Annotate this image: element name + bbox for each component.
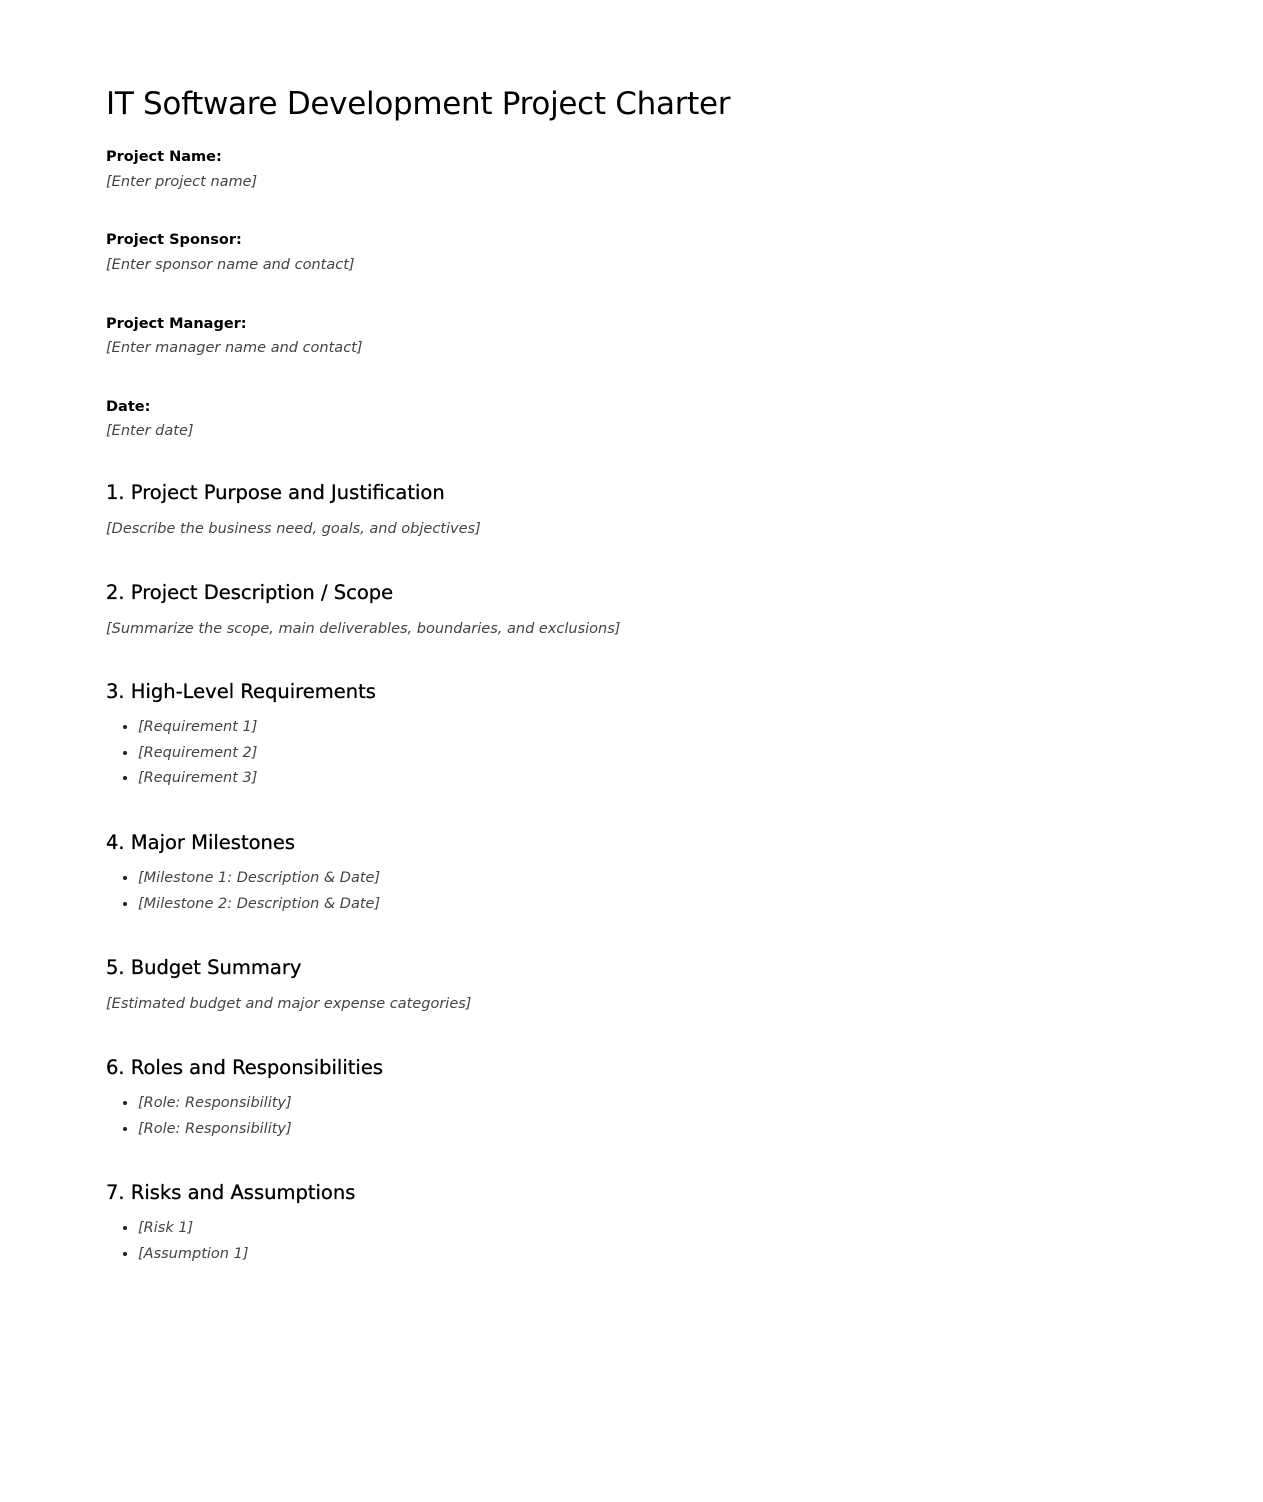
section-text[interactable]: [Estimated budget and major expense categories] xyxy=(106,996,472,1012)
field-label: Project Sponsor: xyxy=(106,232,242,248)
section-text[interactable]: [Describe the business need, goals, and objectives] xyxy=(106,521,481,537)
list-item[interactable]: • [Assumption 1] xyxy=(138,1242,355,1268)
list-item[interactable]: • [Requirement 3] xyxy=(138,766,376,792)
field-label: Project Name: xyxy=(106,149,222,165)
document-title: IT Software Development Project Charter xyxy=(106,86,731,122)
list-item[interactable]: • [Role: Responsibility] xyxy=(138,1117,383,1143)
field-date xyxy=(106,397,194,442)
list-item[interactable]: • [Role: Responsibility] xyxy=(138,1091,383,1117)
milestones-list xyxy=(106,866,380,917)
list-item[interactable]: • [Requirement 2] xyxy=(138,741,376,767)
field-label: Date: xyxy=(106,399,151,415)
field-project-manager xyxy=(106,314,363,359)
section-text[interactable]: [Summarize the scope, main deliverables, boundaries, and exclusions] xyxy=(106,621,621,637)
section-heading: 3. High-Level Requirements xyxy=(106,680,376,703)
section-heading: 2. Project Description / Scope xyxy=(106,581,394,604)
field-project-name xyxy=(106,147,257,193)
risks-list xyxy=(106,1216,355,1267)
field-placeholder[interactable]: [Enter manager name and contact] xyxy=(106,340,363,356)
list-item[interactable]: • [Risk 1] xyxy=(138,1216,355,1242)
section-budget xyxy=(106,955,471,1015)
list-item[interactable]: • [Milestone 1: Description & Date] xyxy=(138,866,380,892)
section-heading: 6. Roles and Responsibilities xyxy=(106,1056,383,1079)
field-placeholder[interactable]: [Enter project name] xyxy=(106,174,258,190)
roles-list xyxy=(106,1091,383,1142)
section-milestones xyxy=(106,830,380,917)
list-item[interactable]: • [Requirement 1] xyxy=(138,715,376,741)
field-placeholder[interactable]: [Enter sponsor name and contact] xyxy=(106,257,355,273)
section-roles xyxy=(106,1055,383,1142)
field-placeholder[interactable]: [Enter date] xyxy=(106,423,194,439)
section-heading: 1. Project Purpose and Justification xyxy=(106,481,445,504)
section-heading: 5. Budget Summary xyxy=(106,956,302,979)
requirements-list xyxy=(106,715,376,792)
list-item[interactable]: • [Milestone 2: Description & Date] xyxy=(138,892,380,918)
field-project-sponsor xyxy=(106,230,355,276)
section-heading: 4. Major Milestones xyxy=(106,831,296,854)
section-heading: 7. Risks and Assumptions xyxy=(106,1181,356,1204)
field-label: Project Manager: xyxy=(106,316,247,332)
section-purpose xyxy=(106,480,481,540)
section-scope xyxy=(106,580,620,640)
section-requirements xyxy=(106,679,376,792)
section-risks xyxy=(106,1180,355,1267)
